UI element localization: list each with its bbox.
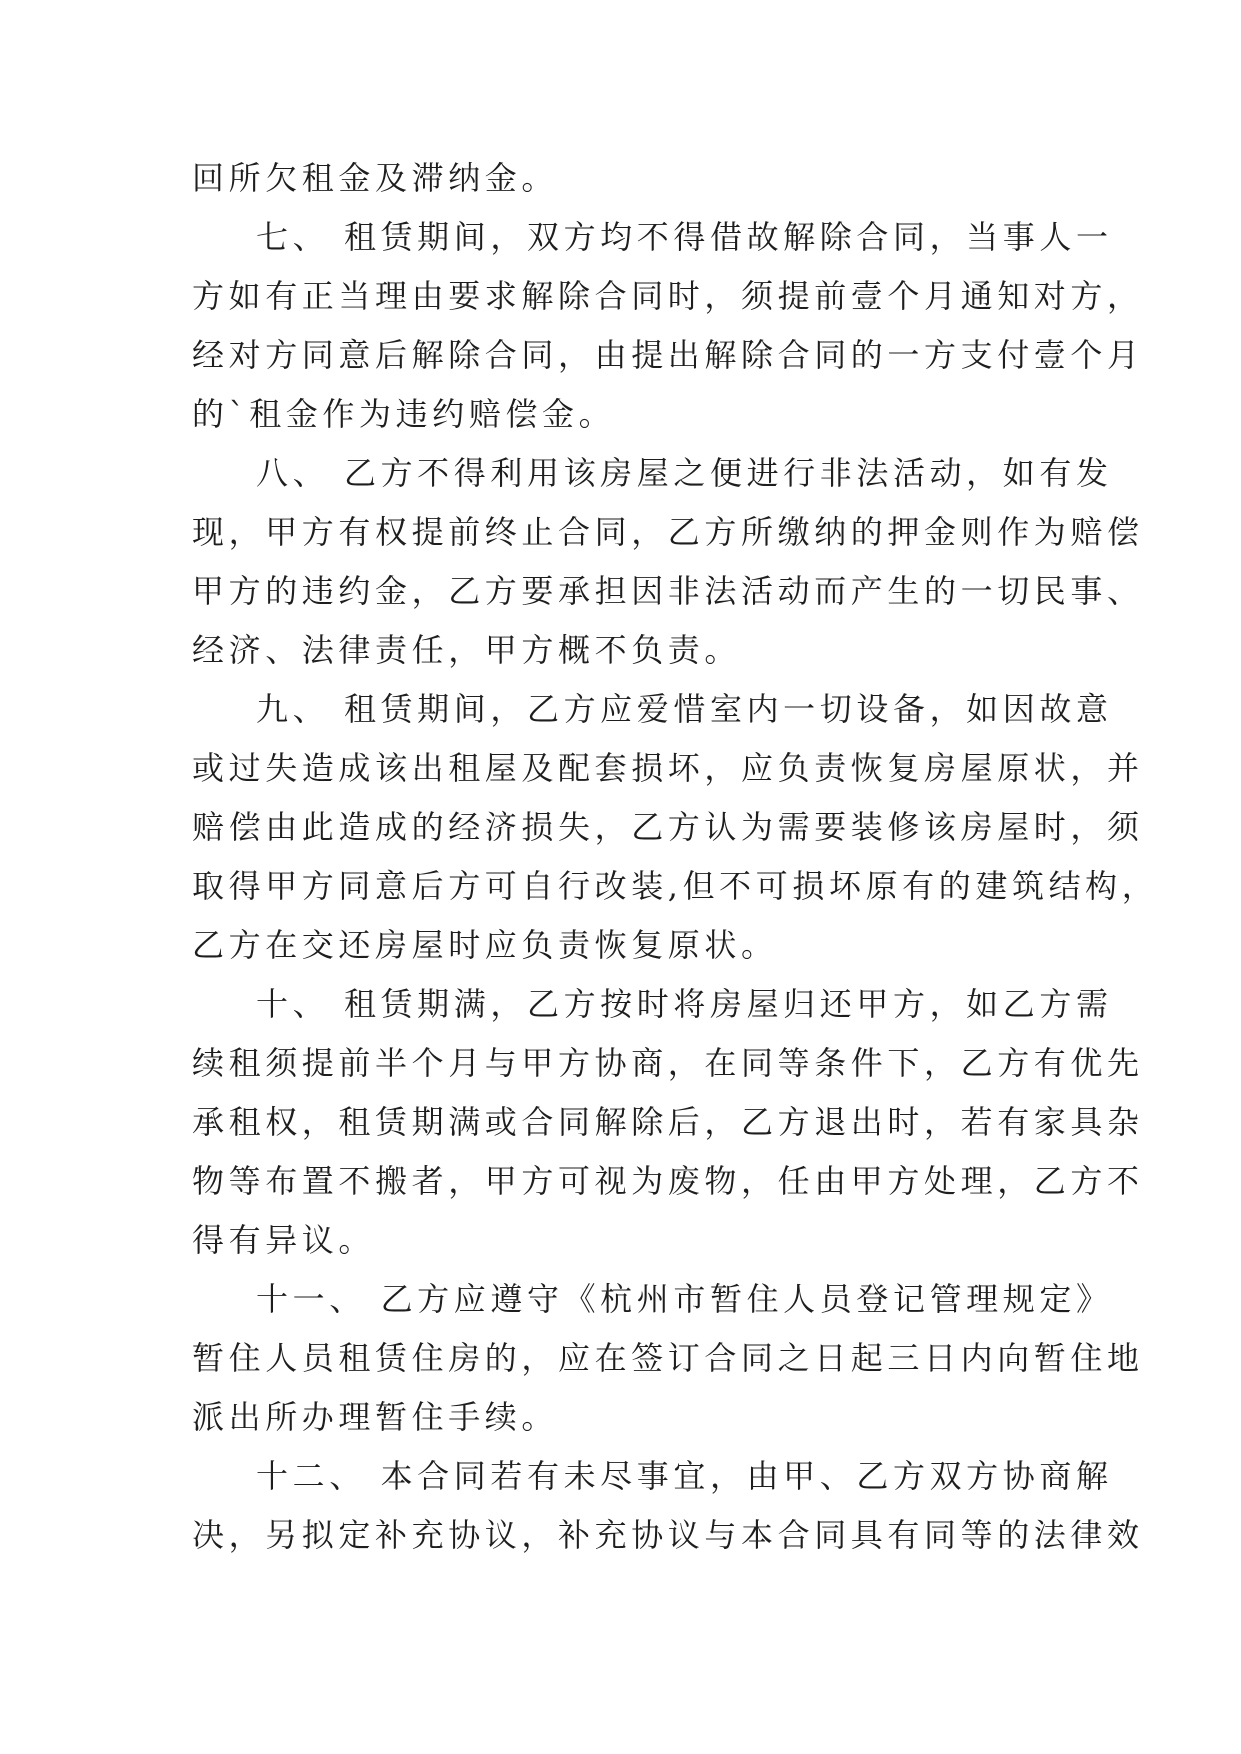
clause-8-line: 八、 乙方不得利用该房屋之便进行非法活动，如有发	[256, 454, 1113, 492]
text-line: 或过失造成该出租屋及配套损坏，应负责恢复房屋原状，并	[192, 749, 1144, 787]
text-line: 的`租金作为违约赔偿金。	[192, 395, 616, 433]
text-line: 取得甲方同意后方可自行改装,但不可损坏原有的建筑结构，	[192, 867, 1159, 905]
text-line: 暂住人员租赁住房的，应在签订合同之日起三日内向暂住地	[192, 1339, 1144, 1377]
text-line: 决，另拟定补充协议，补充协议与本合同具有同等的法律效	[192, 1516, 1144, 1554]
clause-11-line: 十一、 乙方应遵守《杭州市暂住人员登记管理规定》	[256, 1280, 1113, 1318]
text-line: 续租须提前半个月与甲方协商，在同等条件下，乙方有优先	[192, 1044, 1144, 1082]
text-line: 现，甲方有权提前终止合同，乙方所缴纳的押金则作为赔偿	[192, 513, 1144, 551]
text-line: 派出所办理暂住手续。	[192, 1398, 559, 1436]
text-line: 经济、法律责任，甲方概不负责。	[192, 631, 742, 669]
clause-9-line: 九、 租赁期间，乙方应爱惜室内一切设备，如因故意	[256, 690, 1113, 728]
text-line: 物等布置不搬者，甲方可视为废物，任由甲方处理，乙方不	[192, 1162, 1144, 1200]
text-line: 乙方在交还房屋时应负责恢复原状。	[192, 926, 778, 964]
text-line: 甲方的违约金，乙方要承担因非法活动而产生的一切民事、	[192, 572, 1144, 610]
clause-12-line: 十二、 本合同若有未尽事宜，由甲、乙方双方协商解	[256, 1457, 1113, 1495]
text-line: 回所欠租金及滞纳金。	[192, 159, 559, 197]
text-line: 经对方同意后解除合同，由提出解除合同的一方支付壹个月	[192, 336, 1144, 374]
clause-7-line: 七、 租赁期间，双方均不得借故解除合同，当事人一	[256, 218, 1113, 256]
clause-10-line: 十、 租赁期满，乙方按时将房屋归还甲方，如乙方需	[256, 985, 1113, 1023]
text-line: 赔偿由此造成的经济损失，乙方认为需要装修该房屋时，须	[192, 808, 1144, 846]
text-line: 方如有正当理由要求解除合同时，须提前壹个月通知对方，	[192, 277, 1144, 315]
text-line: 承租权，租赁期满或合同解除后，乙方退出时，若有家具杂	[192, 1103, 1144, 1141]
text-line: 得有异议。	[192, 1221, 376, 1259]
